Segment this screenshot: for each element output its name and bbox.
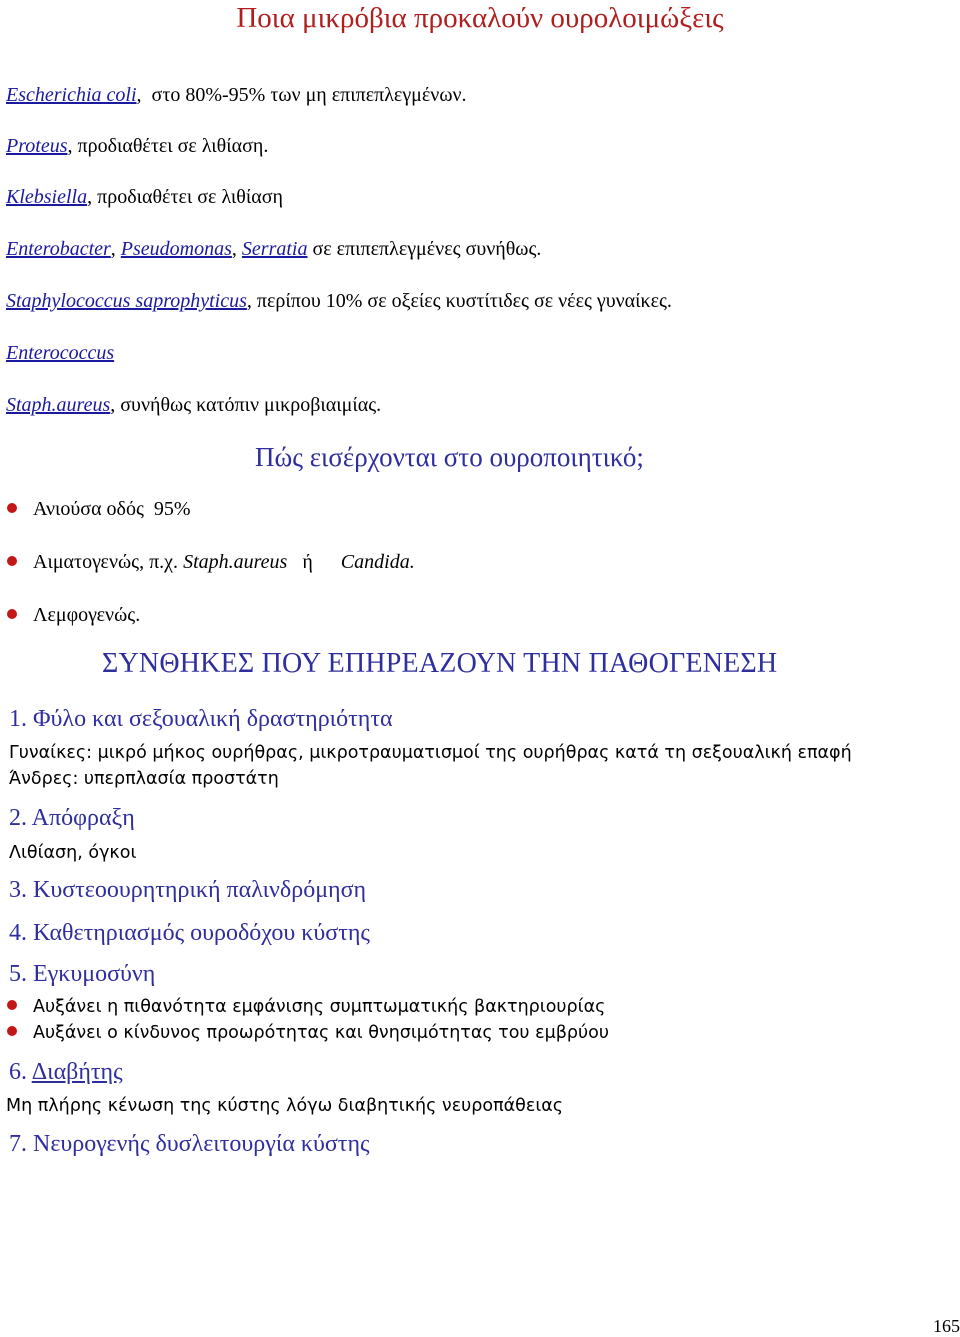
condition-heading-5: 5. Εγκυμοσύνη bbox=[9, 961, 156, 987]
bullet-icon bbox=[7, 1000, 17, 1010]
microbe-desc: προδιαθέτει σε λιθίαση. bbox=[72, 135, 269, 157]
condition-text: Άνδρες: υπερπλασία προστάτη bbox=[9, 769, 279, 789]
condition-bullet: Αυξάνει ο κίνδυνος προωρότητας και θνησιμότητας του εμβρύου bbox=[0, 1023, 609, 1043]
microbe-link[interactable]: Enterococcus bbox=[6, 342, 115, 364]
route-item: Αιματογενώς, π.χ. Staph.aureus ή Candida. bbox=[0, 551, 415, 574]
condition-text: Λιθίαση, όγκοι bbox=[9, 843, 137, 863]
microbe-link[interactable]: Serratia bbox=[241, 238, 308, 260]
condition-heading-7: 7. Νευρογενής δυσλειτουργία κύστης bbox=[9, 1131, 370, 1157]
microbe-line-staph-aureus: Staph.aureus, συνήθως κατόπιν μικροβιαιμίας. bbox=[6, 394, 382, 416]
microbe-link[interactable]: Escherichia coli bbox=[6, 84, 137, 106]
microbe-desc: περίπου 10% σε οξείες κυστίτιδες σε νέες γυναίκες. bbox=[251, 290, 672, 312]
route-item: Ανιούσα οδός 95% bbox=[0, 498, 191, 521]
microbe-link[interactable]: Enterobacter bbox=[6, 238, 111, 260]
microbe-link[interactable]: Staphylococcus saprophyticus bbox=[6, 290, 247, 312]
route-item: Λεμφογενώς. bbox=[0, 604, 140, 627]
bullet-icon bbox=[7, 556, 17, 566]
microbe-link[interactable]: Proteus bbox=[6, 135, 68, 157]
condition-heading-2: 2. Απόφραξη bbox=[9, 805, 135, 831]
microbe-desc: προδιαθέτει σε λιθίαση bbox=[92, 186, 283, 208]
entry-title: Πώς εισέρχονται στο ουροποιητικό; bbox=[255, 442, 644, 472]
microbe-desc: σε επιπεπλεγμένες συνήθως. bbox=[307, 238, 542, 260]
microbe-line-klebsiella: Klebsiella, προδιαθέτει σε λιθίαση bbox=[6, 186, 283, 208]
condition-heading-3: 3. Κυστεοουρητηρική παλινδρόμηση bbox=[9, 877, 367, 903]
microbe-link[interactable]: Klebsiella bbox=[6, 186, 88, 208]
microbe-line-enterobacter: Enterobacter, Pseudomonas, Serratia σε επιπεπλεγμένες συνήθως. bbox=[6, 238, 542, 260]
microbe-line-ecoli: Escherichia coli, στο 80%-95% των μη επιπεπλεγμένων. bbox=[6, 84, 467, 106]
condition-text: Γυναίκες: μικρό μήκος ουρήθρας, μικροτραυματισμοί της ουρήθρας κατά τη σεξουαλική επαφή bbox=[9, 743, 852, 763]
bullet-icon bbox=[7, 503, 17, 513]
page-title: Ποια μικρόβια προκαλούν ουρολοιμώξεις bbox=[236, 2, 724, 34]
microbe-link[interactable]: Staph.aureus bbox=[6, 394, 111, 416]
page-number: 165 bbox=[933, 1316, 960, 1336]
condition-heading-4: 4. Καθετηριασμός ουροδόχου κύστης bbox=[9, 920, 370, 946]
bullet-icon bbox=[7, 609, 17, 619]
microbe-line-staph-sapro: Staphylococcus saprophyticus, περίπου 10% σε οξείες κυστίτιδες σε νέες γυναίκες. bbox=[6, 290, 672, 312]
microbe-line-enterococcus bbox=[6, 342, 114, 365]
condition-heading-6: 6. Διαβήτης bbox=[9, 1059, 123, 1085]
condition-heading-1: 1. Φύλο και σεξουαλική δραστηριότητα bbox=[9, 706, 393, 732]
microbe-line-proteus: Proteus, προδιαθέτει σε λιθίαση. bbox=[6, 135, 269, 157]
microbe-desc: συνήθως κατόπιν μικροβιαιμίας. bbox=[115, 394, 382, 416]
microbe-desc: στο 80%-95% των μη επιπεπλεγμένων. bbox=[141, 84, 467, 106]
condition-bullet: Αυξάνει η πιθανότητα εμφάνισης συμπτωματικής βακτηριουρίας bbox=[0, 997, 605, 1017]
microbe-link[interactable]: Pseudomonas bbox=[120, 238, 232, 260]
conditions-title: ΣΥΝΘΗΚΕΣ ΠΟΥ ΕΠΗΡΕΑΖΟΥΝ ΤΗΝ ΠΑΘΟΓΕΝΕΣΗ bbox=[102, 648, 778, 679]
bullet-icon bbox=[7, 1026, 17, 1036]
condition-text: Μη πλήρης κένωση της κύστης λόγω διαβητικής νευροπάθειας bbox=[6, 1096, 564, 1116]
